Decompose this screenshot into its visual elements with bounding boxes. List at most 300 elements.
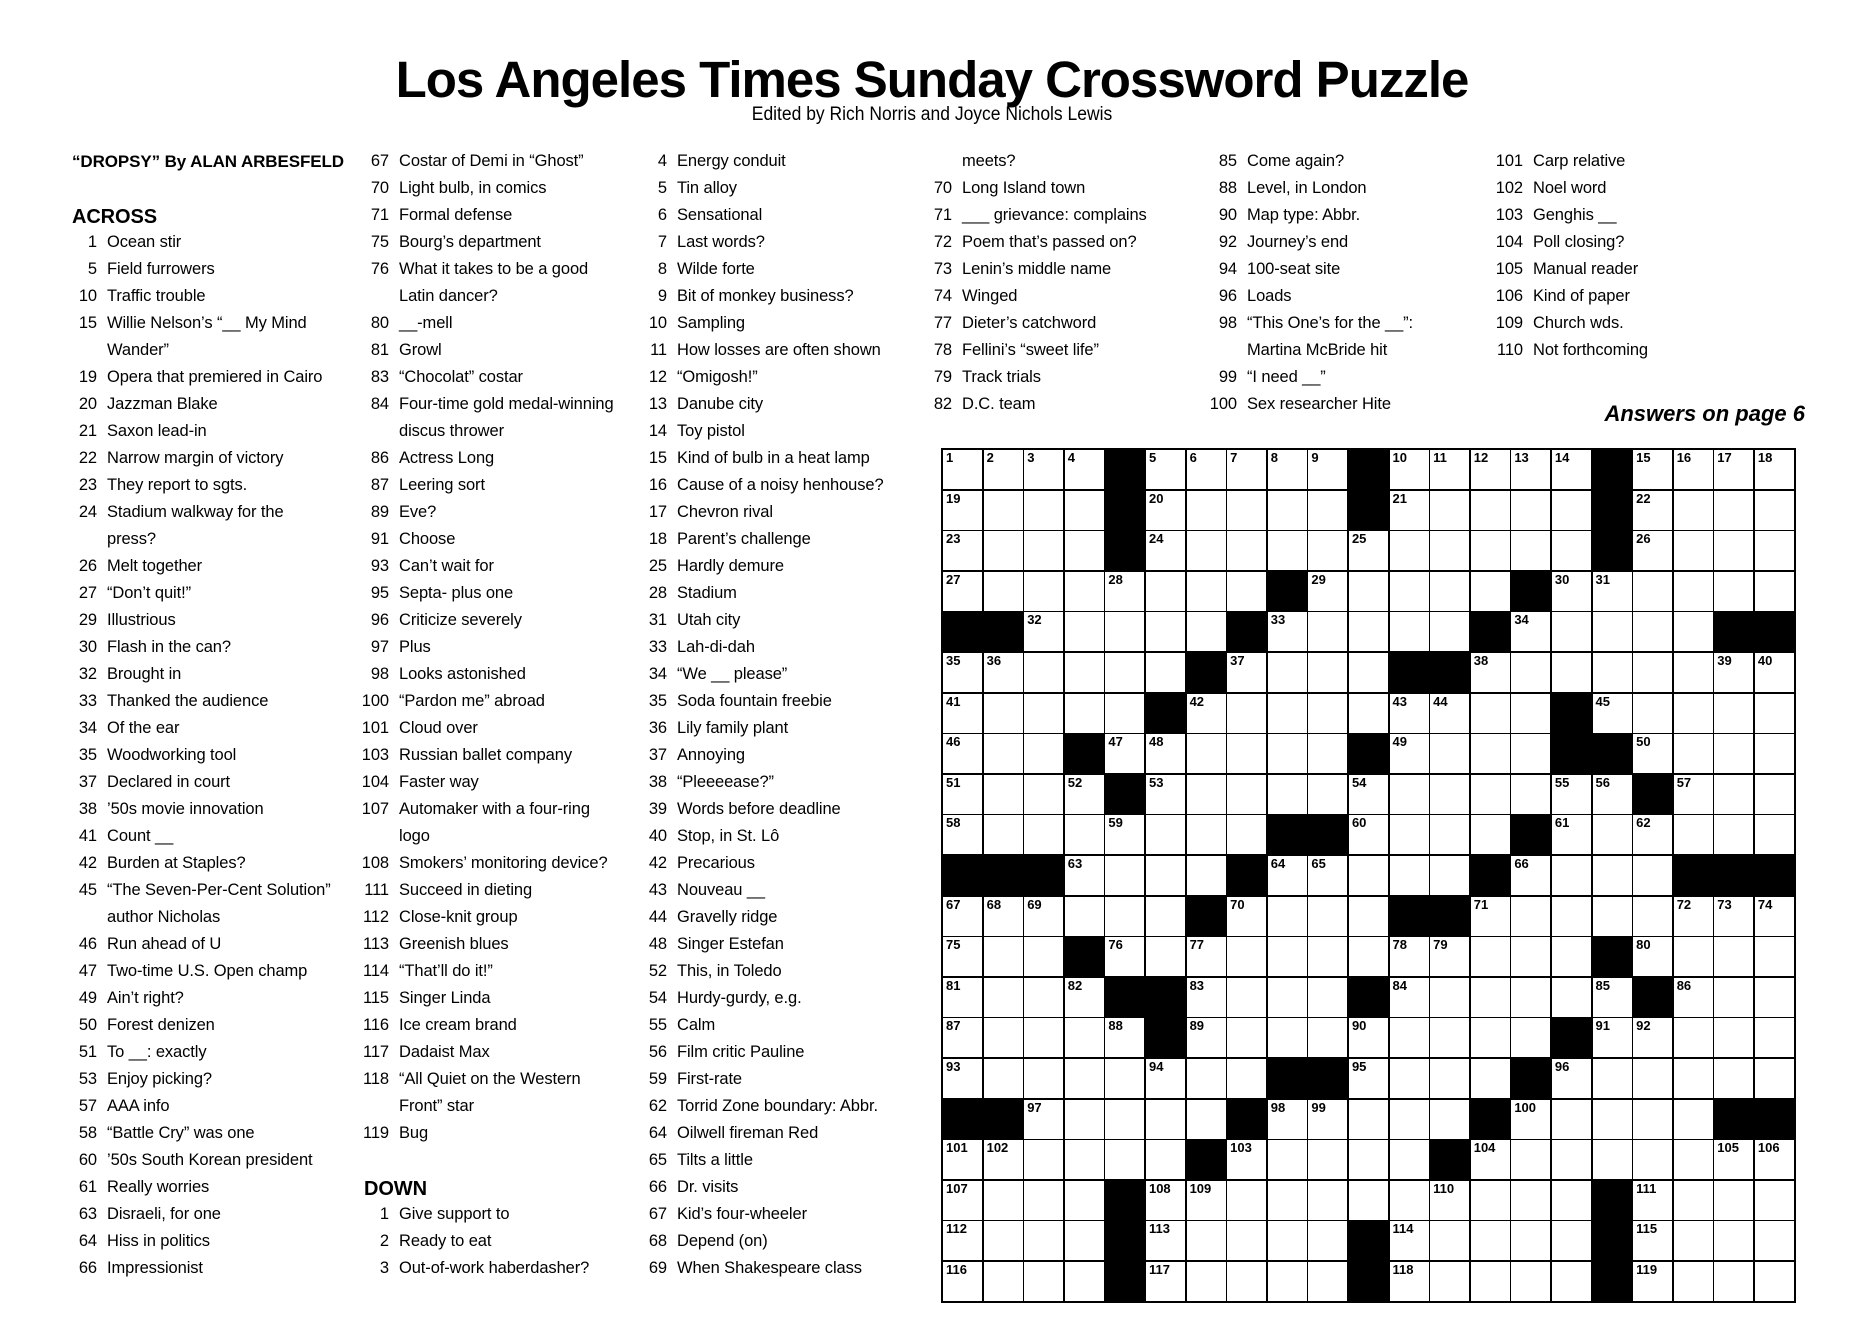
grid-cell-r13c20[interactable] (1714, 937, 1753, 976)
grid-cell-r2c18[interactable] (1633, 491, 1672, 530)
grid-cell-r15c12[interactable] (1390, 1018, 1429, 1057)
grid-cell-r2c19[interactable] (1674, 491, 1713, 530)
grid-cell-r16c12[interactable] (1390, 1059, 1429, 1098)
grid-cell-r13c15[interactable] (1511, 937, 1550, 976)
grid-cell-r8c9[interactable] (1268, 734, 1307, 773)
grid-cell-r13c9[interactable] (1268, 937, 1307, 976)
grid-cell-r13c10[interactable] (1308, 937, 1347, 976)
grid-cell-r2c21[interactable] (1755, 491, 1794, 530)
grid-cell-r11c10[interactable] (1308, 856, 1347, 895)
grid-cell-r21c19[interactable] (1674, 1262, 1713, 1301)
grid-cell-r19c10[interactable] (1308, 1181, 1347, 1220)
grid-cell-r15c9[interactable] (1268, 1018, 1307, 1057)
grid-cell-r6c9[interactable] (1268, 653, 1307, 692)
grid-cell-r16c21[interactable] (1755, 1059, 1794, 1098)
grid-cell-r16c8[interactable] (1227, 1059, 1266, 1098)
grid-cell-r15c1[interactable] (943, 1018, 982, 1057)
grid-cell-r7c5[interactable] (1105, 694, 1144, 733)
grid-cell-r2c10[interactable] (1308, 491, 1347, 530)
grid-cell-r2c4[interactable] (1065, 491, 1104, 530)
grid-cell-r19c2[interactable] (984, 1181, 1023, 1220)
grid-cell-r13c18[interactable] (1633, 937, 1672, 976)
grid-cell-r6c1[interactable] (943, 653, 982, 692)
grid-cell-r1c16[interactable] (1552, 450, 1591, 489)
grid-cell-r12c17[interactable] (1593, 897, 1632, 936)
grid-cell-r4c13[interactable] (1430, 572, 1469, 611)
grid-cell-r17c7[interactable] (1187, 1100, 1226, 1139)
grid-cell-r15c14[interactable] (1471, 1018, 1510, 1057)
grid-cell-r14c4[interactable] (1065, 978, 1104, 1017)
grid-cell-r11c7[interactable] (1187, 856, 1226, 895)
grid-cell-r8c21[interactable] (1755, 734, 1794, 773)
grid-cell-r5c11[interactable] (1349, 612, 1388, 651)
grid-cell-r20c21[interactable] (1755, 1221, 1794, 1260)
grid-cell-r15c2[interactable] (984, 1018, 1023, 1057)
grid-cell-r21c21[interactable] (1755, 1262, 1794, 1301)
grid-cell-r17c4[interactable] (1065, 1100, 1104, 1139)
grid-cell-r17c9[interactable] (1268, 1100, 1307, 1139)
grid-cell-r12c8[interactable] (1227, 897, 1266, 936)
grid-cell-r20c19[interactable] (1674, 1221, 1713, 1260)
grid-cell-r10c1[interactable] (943, 815, 982, 854)
grid-cell-r10c7[interactable] (1187, 815, 1226, 854)
grid-cell-r12c14[interactable] (1471, 897, 1510, 936)
grid-cell-r5c13[interactable] (1430, 612, 1469, 651)
grid-cell-r1c3[interactable] (1024, 450, 1063, 489)
grid-cell-r12c11[interactable] (1349, 897, 1388, 936)
grid-cell-r21c3[interactable] (1024, 1262, 1063, 1301)
grid-cell-r16c17[interactable] (1593, 1059, 1632, 1098)
grid-cell-r12c19[interactable] (1674, 897, 1713, 936)
grid-cell-r10c4[interactable] (1065, 815, 1104, 854)
grid-cell-r1c13[interactable] (1430, 450, 1469, 489)
grid-cell-r15c3[interactable] (1024, 1018, 1063, 1057)
grid-cell-r21c7[interactable] (1187, 1262, 1226, 1301)
grid-cell-r19c12[interactable] (1390, 1181, 1429, 1220)
grid-cell-r3c21[interactable] (1755, 531, 1794, 570)
grid-cell-r14c2[interactable] (984, 978, 1023, 1017)
grid-cell-r9c17[interactable] (1593, 775, 1632, 814)
grid-cell-r9c8[interactable] (1227, 775, 1266, 814)
grid-cell-r14c15[interactable] (1511, 978, 1550, 1017)
grid-cell-r5c17[interactable] (1593, 612, 1632, 651)
grid-cell-r4c11[interactable] (1349, 572, 1388, 611)
grid-cell-r6c18[interactable] (1633, 653, 1672, 692)
grid-cell-r13c13[interactable] (1430, 937, 1469, 976)
grid-cell-r2c9[interactable] (1268, 491, 1307, 530)
grid-cell-r1c18[interactable] (1633, 450, 1672, 489)
grid-cell-r5c6[interactable] (1146, 612, 1185, 651)
grid-cell-r1c20[interactable] (1714, 450, 1753, 489)
grid-cell-r2c13[interactable] (1430, 491, 1469, 530)
grid-cell-r7c10[interactable] (1308, 694, 1347, 733)
grid-cell-r17c11[interactable] (1349, 1100, 1388, 1139)
grid-cell-r3c4[interactable] (1065, 531, 1104, 570)
grid-cell-r6c2[interactable] (984, 653, 1023, 692)
grid-cell-r19c11[interactable] (1349, 1181, 1388, 1220)
grid-cell-r15c20[interactable] (1714, 1018, 1753, 1057)
grid-cell-r16c1[interactable] (943, 1059, 982, 1098)
grid-cell-r6c17[interactable] (1593, 653, 1632, 692)
grid-cell-r19c14[interactable] (1471, 1181, 1510, 1220)
grid-cell-r20c2[interactable] (984, 1221, 1023, 1260)
grid-cell-r3c16[interactable] (1552, 531, 1591, 570)
grid-cell-r13c11[interactable] (1349, 937, 1388, 976)
grid-cell-r17c6[interactable] (1146, 1100, 1185, 1139)
grid-cell-r9c20[interactable] (1714, 775, 1753, 814)
grid-cell-r14c16[interactable] (1552, 978, 1591, 1017)
grid-cell-r18c16[interactable] (1552, 1140, 1591, 1179)
grid-cell-r21c9[interactable] (1268, 1262, 1307, 1301)
grid-cell-r9c9[interactable] (1268, 775, 1307, 814)
grid-cell-r19c8[interactable] (1227, 1181, 1266, 1220)
grid-cell-r9c4[interactable] (1065, 775, 1104, 814)
grid-cell-r2c8[interactable] (1227, 491, 1266, 530)
grid-cell-r6c19[interactable] (1674, 653, 1713, 692)
grid-cell-r13c1[interactable] (943, 937, 982, 976)
grid-cell-r1c1[interactable] (943, 450, 982, 489)
grid-cell-r4c2[interactable] (984, 572, 1023, 611)
grid-cell-r8c8[interactable] (1227, 734, 1266, 773)
grid-cell-r9c16[interactable] (1552, 775, 1591, 814)
grid-cell-r8c2[interactable] (984, 734, 1023, 773)
grid-cell-r15c13[interactable] (1430, 1018, 1469, 1057)
grid-cell-r13c6[interactable] (1146, 937, 1185, 976)
grid-cell-r11c15[interactable] (1511, 856, 1550, 895)
grid-cell-r7c15[interactable] (1511, 694, 1550, 733)
grid-cell-r20c13[interactable] (1430, 1221, 1469, 1260)
grid-cell-r11c6[interactable] (1146, 856, 1185, 895)
grid-cell-r6c20[interactable] (1714, 653, 1753, 692)
grid-cell-r4c8[interactable] (1227, 572, 1266, 611)
grid-cell-r14c13[interactable] (1430, 978, 1469, 1017)
grid-cell-r4c21[interactable] (1755, 572, 1794, 611)
grid-cell-r8c18[interactable] (1633, 734, 1672, 773)
grid-cell-r14c14[interactable] (1471, 978, 1510, 1017)
grid-cell-r4c20[interactable] (1714, 572, 1753, 611)
grid-cell-r4c1[interactable] (943, 572, 982, 611)
grid-cell-r3c12[interactable] (1390, 531, 1429, 570)
grid-cell-r3c8[interactable] (1227, 531, 1266, 570)
grid-cell-r12c9[interactable] (1268, 897, 1307, 936)
grid-cell-r7c21[interactable] (1755, 694, 1794, 733)
grid-cell-r13c12[interactable] (1390, 937, 1429, 976)
grid-cell-r21c16[interactable] (1552, 1262, 1591, 1301)
grid-cell-r9c2[interactable] (984, 775, 1023, 814)
grid-cell-r16c20[interactable] (1714, 1059, 1753, 1098)
grid-cell-r14c1[interactable] (943, 978, 982, 1017)
grid-cell-r9c11[interactable] (1349, 775, 1388, 814)
grid-cell-r20c18[interactable] (1633, 1221, 1672, 1260)
grid-cell-r9c10[interactable] (1308, 775, 1347, 814)
grid-cell-r16c14[interactable] (1471, 1059, 1510, 1098)
grid-cell-r15c21[interactable] (1755, 1018, 1794, 1057)
grid-cell-r8c6[interactable] (1146, 734, 1185, 773)
grid-cell-r6c15[interactable] (1511, 653, 1550, 692)
grid-cell-r5c19[interactable] (1674, 612, 1713, 651)
grid-cell-r18c10[interactable] (1308, 1140, 1347, 1179)
grid-cell-r18c8[interactable] (1227, 1140, 1266, 1179)
grid-cell-r7c12[interactable] (1390, 694, 1429, 733)
grid-cell-r13c21[interactable] (1755, 937, 1794, 976)
grid-cell-r3c9[interactable] (1268, 531, 1307, 570)
grid-cell-r5c9[interactable] (1268, 612, 1307, 651)
grid-cell-r10c21[interactable] (1755, 815, 1794, 854)
grid-cell-r15c8[interactable] (1227, 1018, 1266, 1057)
grid-cell-r13c16[interactable] (1552, 937, 1591, 976)
grid-cell-r12c18[interactable] (1633, 897, 1672, 936)
grid-cell-r6c4[interactable] (1065, 653, 1104, 692)
grid-cell-r17c10[interactable] (1308, 1100, 1347, 1139)
grid-cell-r5c18[interactable] (1633, 612, 1672, 651)
grid-cell-r15c5[interactable] (1105, 1018, 1144, 1057)
grid-cell-r19c19[interactable] (1674, 1181, 1713, 1220)
grid-cell-r7c1[interactable] (943, 694, 982, 733)
grid-cell-r8c1[interactable] (943, 734, 982, 773)
grid-cell-r12c16[interactable] (1552, 897, 1591, 936)
grid-cell-r4c3[interactable] (1024, 572, 1063, 611)
grid-cell-r5c7[interactable] (1187, 612, 1226, 651)
grid-cell-r1c12[interactable] (1390, 450, 1429, 489)
grid-cell-r16c13[interactable] (1430, 1059, 1469, 1098)
grid-cell-r20c9[interactable] (1268, 1221, 1307, 1260)
grid-cell-r20c10[interactable] (1308, 1221, 1347, 1260)
grid-cell-r13c2[interactable] (984, 937, 1023, 976)
grid-cell-r7c9[interactable] (1268, 694, 1307, 733)
grid-cell-r13c8[interactable] (1227, 937, 1266, 976)
grid-cell-r20c6[interactable] (1146, 1221, 1185, 1260)
grid-cell-r3c1[interactable] (943, 531, 982, 570)
grid-cell-r1c2[interactable] (984, 450, 1023, 489)
grid-cell-r21c20[interactable] (1714, 1262, 1753, 1301)
grid-cell-r5c4[interactable] (1065, 612, 1104, 651)
grid-cell-r9c19[interactable] (1674, 775, 1713, 814)
grid-cell-r17c15[interactable] (1511, 1100, 1550, 1139)
grid-cell-r10c16[interactable] (1552, 815, 1591, 854)
grid-cell-r11c5[interactable] (1105, 856, 1144, 895)
grid-cell-r18c20[interactable] (1714, 1140, 1753, 1179)
grid-cell-r3c20[interactable] (1714, 531, 1753, 570)
grid-cell-r9c14[interactable] (1471, 775, 1510, 814)
grid-cell-r9c6[interactable] (1146, 775, 1185, 814)
grid-cell-r8c5[interactable] (1105, 734, 1144, 773)
grid-cell-r8c15[interactable] (1511, 734, 1550, 773)
grid-cell-r16c5[interactable] (1105, 1059, 1144, 1098)
grid-cell-r13c3[interactable] (1024, 937, 1063, 976)
grid-cell-r21c2[interactable] (984, 1262, 1023, 1301)
grid-cell-r5c3[interactable] (1024, 612, 1063, 651)
grid-cell-r15c19[interactable] (1674, 1018, 1713, 1057)
grid-cell-r10c13[interactable] (1430, 815, 1469, 854)
grid-cell-r20c4[interactable] (1065, 1221, 1104, 1260)
grid-cell-r15c4[interactable] (1065, 1018, 1104, 1057)
grid-cell-r4c14[interactable] (1471, 572, 1510, 611)
grid-cell-r6c11[interactable] (1349, 653, 1388, 692)
grid-cell-r19c9[interactable] (1268, 1181, 1307, 1220)
grid-cell-r12c1[interactable] (943, 897, 982, 936)
grid-cell-r6c16[interactable] (1552, 653, 1591, 692)
grid-cell-r4c17[interactable] (1593, 572, 1632, 611)
grid-cell-r14c9[interactable] (1268, 978, 1307, 1017)
grid-cell-r19c18[interactable] (1633, 1181, 1672, 1220)
grid-cell-r18c14[interactable] (1471, 1140, 1510, 1179)
grid-cell-r10c6[interactable] (1146, 815, 1185, 854)
grid-cell-r2c7[interactable] (1187, 491, 1226, 530)
grid-cell-r6c6[interactable] (1146, 653, 1185, 692)
grid-cell-r16c11[interactable] (1349, 1059, 1388, 1098)
grid-cell-r2c3[interactable] (1024, 491, 1063, 530)
grid-cell-r15c10[interactable] (1308, 1018, 1347, 1057)
grid-cell-r16c7[interactable] (1187, 1059, 1226, 1098)
grid-cell-r7c11[interactable] (1349, 694, 1388, 733)
grid-cell-r17c5[interactable] (1105, 1100, 1144, 1139)
grid-cell-r10c20[interactable] (1714, 815, 1753, 854)
grid-cell-r11c4[interactable] (1065, 856, 1104, 895)
grid-cell-r8c14[interactable] (1471, 734, 1510, 773)
grid-cell-r14c3[interactable] (1024, 978, 1063, 1017)
grid-cell-r20c7[interactable] (1187, 1221, 1226, 1260)
grid-cell-r13c5[interactable] (1105, 937, 1144, 976)
grid-cell-r21c8[interactable] (1227, 1262, 1266, 1301)
grid-cell-r8c3[interactable] (1024, 734, 1063, 773)
grid-cell-r12c21[interactable] (1755, 897, 1794, 936)
grid-cell-r19c21[interactable] (1755, 1181, 1794, 1220)
grid-cell-r3c18[interactable] (1633, 531, 1672, 570)
grid-cell-r4c16[interactable] (1552, 572, 1591, 611)
grid-cell-r2c1[interactable] (943, 491, 982, 530)
grid-cell-r20c20[interactable] (1714, 1221, 1753, 1260)
grid-cell-r13c14[interactable] (1471, 937, 1510, 976)
grid-cell-r11c12[interactable] (1390, 856, 1429, 895)
grid-cell-r12c4[interactable] (1065, 897, 1104, 936)
grid-cell-r1c9[interactable] (1268, 450, 1307, 489)
grid-cell-r20c12[interactable] (1390, 1221, 1429, 1260)
grid-cell-r1c19[interactable] (1674, 450, 1713, 489)
grid-cell-r6c3[interactable] (1024, 653, 1063, 692)
grid-cell-r9c13[interactable] (1430, 775, 1469, 814)
grid-cell-r15c15[interactable] (1511, 1018, 1550, 1057)
grid-cell-r19c15[interactable] (1511, 1181, 1550, 1220)
grid-cell-r14c19[interactable] (1674, 978, 1713, 1017)
grid-cell-r17c3[interactable] (1024, 1100, 1063, 1139)
grid-cell-r21c1[interactable] (943, 1262, 982, 1301)
grid-cell-r18c12[interactable] (1390, 1140, 1429, 1179)
grid-cell-r21c14[interactable] (1471, 1262, 1510, 1301)
grid-cell-r7c4[interactable] (1065, 694, 1104, 733)
grid-cell-r10c5[interactable] (1105, 815, 1144, 854)
grid-cell-r12c5[interactable] (1105, 897, 1144, 936)
grid-cell-r3c13[interactable] (1430, 531, 1469, 570)
grid-cell-r15c18[interactable] (1633, 1018, 1672, 1057)
grid-cell-r15c17[interactable] (1593, 1018, 1632, 1057)
grid-cell-r10c11[interactable] (1349, 815, 1388, 854)
grid-cell-r7c19[interactable] (1674, 694, 1713, 733)
grid-cell-r2c20[interactable] (1714, 491, 1753, 530)
grid-cell-r4c5[interactable] (1105, 572, 1144, 611)
grid-cell-r6c5[interactable] (1105, 653, 1144, 692)
grid-cell-r21c10[interactable] (1308, 1262, 1347, 1301)
grid-cell-r19c16[interactable] (1552, 1181, 1591, 1220)
grid-cell-r9c21[interactable] (1755, 775, 1794, 814)
grid-cell-r7c20[interactable] (1714, 694, 1753, 733)
grid-cell-r10c8[interactable] (1227, 815, 1266, 854)
grid-cell-r18c5[interactable] (1105, 1140, 1144, 1179)
grid-cell-r6c14[interactable] (1471, 653, 1510, 692)
grid-cell-r11c9[interactable] (1268, 856, 1307, 895)
grid-cell-r16c3[interactable] (1024, 1059, 1063, 1098)
grid-cell-r7c18[interactable] (1633, 694, 1672, 733)
grid-cell-r8c13[interactable] (1430, 734, 1469, 773)
grid-cell-r2c14[interactable] (1471, 491, 1510, 530)
grid-cell-r7c14[interactable] (1471, 694, 1510, 733)
grid-cell-r5c12[interactable] (1390, 612, 1429, 651)
grid-cell-r12c3[interactable] (1024, 897, 1063, 936)
grid-cell-r18c18[interactable] (1633, 1140, 1672, 1179)
grid-cell-r8c10[interactable] (1308, 734, 1347, 773)
grid-cell-r2c16[interactable] (1552, 491, 1591, 530)
grid-cell-r13c19[interactable] (1674, 937, 1713, 976)
grid-cell-r5c15[interactable] (1511, 612, 1550, 651)
grid-cell-r4c18[interactable] (1633, 572, 1672, 611)
grid-cell-r7c3[interactable] (1024, 694, 1063, 733)
grid-cell-r3c10[interactable] (1308, 531, 1347, 570)
grid-cell-r14c10[interactable] (1308, 978, 1347, 1017)
grid-cell-r18c3[interactable] (1024, 1140, 1063, 1179)
grid-cell-r19c20[interactable] (1714, 1181, 1753, 1220)
grid-cell-r17c18[interactable] (1633, 1100, 1672, 1139)
grid-cell-r10c12[interactable] (1390, 815, 1429, 854)
grid-cell-r5c10[interactable] (1308, 612, 1347, 651)
grid-cell-r11c13[interactable] (1430, 856, 1469, 895)
grid-cell-r4c4[interactable] (1065, 572, 1104, 611)
grid-cell-r16c18[interactable] (1633, 1059, 1672, 1098)
grid-cell-r10c19[interactable] (1674, 815, 1713, 854)
grid-cell-r3c3[interactable] (1024, 531, 1063, 570)
grid-cell-r16c19[interactable] (1674, 1059, 1713, 1098)
grid-cell-r17c13[interactable] (1430, 1100, 1469, 1139)
grid-cell-r19c13[interactable] (1430, 1181, 1469, 1220)
grid-cell-r20c3[interactable] (1024, 1221, 1063, 1260)
grid-cell-r21c18[interactable] (1633, 1262, 1672, 1301)
grid-cell-r18c9[interactable] (1268, 1140, 1307, 1179)
grid-cell-r17c12[interactable] (1390, 1100, 1429, 1139)
grid-cell-r14c12[interactable] (1390, 978, 1429, 1017)
grid-cell-r20c8[interactable] (1227, 1221, 1266, 1260)
grid-cell-r19c6[interactable] (1146, 1181, 1185, 1220)
grid-cell-r7c8[interactable] (1227, 694, 1266, 733)
grid-cell-r15c7[interactable] (1187, 1018, 1226, 1057)
grid-cell-r2c15[interactable] (1511, 491, 1550, 530)
grid-cell-r11c11[interactable] (1349, 856, 1388, 895)
grid-cell-r10c3[interactable] (1024, 815, 1063, 854)
grid-cell-r9c1[interactable] (943, 775, 982, 814)
grid-cell-r8c20[interactable] (1714, 734, 1753, 773)
grid-cell-r8c12[interactable] (1390, 734, 1429, 773)
grid-cell-r4c19[interactable] (1674, 572, 1713, 611)
grid-cell-r14c20[interactable] (1714, 978, 1753, 1017)
grid-cell-r10c17[interactable] (1593, 815, 1632, 854)
grid-cell-r18c15[interactable] (1511, 1140, 1550, 1179)
grid-cell-r18c4[interactable] (1065, 1140, 1104, 1179)
grid-cell-r6c21[interactable] (1755, 653, 1794, 692)
grid-cell-r5c5[interactable] (1105, 612, 1144, 651)
grid-cell-r3c15[interactable] (1511, 531, 1550, 570)
grid-cell-r3c11[interactable] (1349, 531, 1388, 570)
grid-cell-r18c1[interactable] (943, 1140, 982, 1179)
grid-cell-r2c2[interactable] (984, 491, 1023, 530)
grid-cell-r12c15[interactable] (1511, 897, 1550, 936)
grid-cell-r9c3[interactable] (1024, 775, 1063, 814)
